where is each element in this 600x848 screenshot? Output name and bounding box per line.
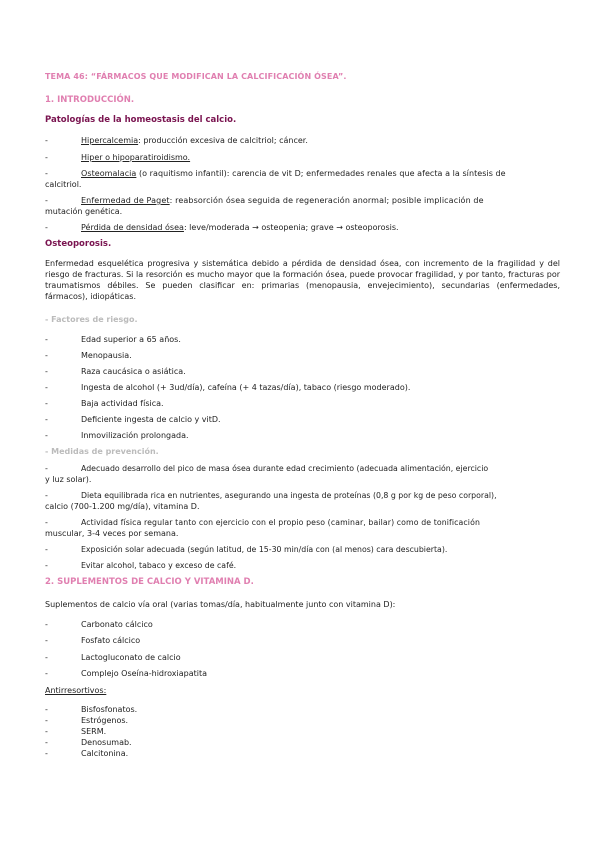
list-item: Deficiente ingesta de calcio y vitD.: [81, 415, 221, 424]
bullet: -: [45, 545, 48, 554]
list-item: Calcitonina.: [81, 749, 129, 758]
bullet: -: [45, 431, 48, 440]
list-item: Actividad física regular tanto con ejercicio con el propio peso (caminar, bailar) como de tonificación: [81, 518, 480, 527]
bullet: -: [45, 620, 48, 629]
list-item: Baja actividad física.: [81, 399, 164, 408]
term-description: : leve/moderada → osteopenia; grave → osteoporosis.: [183, 223, 399, 232]
bullet: -: [45, 399, 48, 408]
term-description: : producción excesiva de calcitriol; cáncer.: [138, 136, 308, 145]
list-item: Complejo Oseína-hidroxiapatita: [81, 669, 207, 678]
list-item: [81, 153, 190, 162]
list-item: Carbonato cálcico: [81, 620, 153, 629]
list-item-continuation: calcio (700-1.200 mg/día), vitamina D.: [45, 502, 200, 511]
bullet: -: [45, 196, 48, 205]
bullet: -: [45, 561, 48, 570]
osteoporosis-paragraph: Enfermedad esquelética progresiva y sistemática debido a pérdida de densidad ósea, con incremento de la fragilidad y del riesgo de fracturas. Si la resorción es mucho mayor que la formación ósea, puede provocar fragilidad, y por tanto, fracturas por traumatismos débiles. Se pueden clasificar en: primarias (menopausia, envejecimiento), secundarias (enfermedades, fármacos), idiopáticas.: [45, 259, 560, 301]
list-item: Denosumab.: [81, 738, 132, 747]
bullet: -: [45, 383, 48, 392]
term: Osteomalacia: [81, 169, 137, 178]
term: Hipercalcemia: [81, 136, 139, 145]
term: Hiper o hipoparatiroidismo.: [81, 153, 191, 162]
supplements-intro: Suplementos de calcio vía oral (varias tomas/día, habitualmente junto con vitamina D):: [45, 600, 396, 609]
list-item: Menopausia.: [81, 351, 132, 360]
bullet: -: [45, 518, 48, 527]
bullet: -: [45, 153, 48, 162]
antiresorptive-heading: Antirresortivos:: [45, 686, 107, 695]
subheading-prevention: - Medidas de prevención.: [45, 447, 159, 456]
term-description: : reabsorción ósea seguida de regeneración anormal; posible implicación de: [169, 196, 484, 205]
list-item-continuation: muscular, 3-4 veces por semana.: [45, 529, 179, 538]
bullet: -: [45, 223, 48, 232]
term: Enfermedad de Paget: [81, 196, 170, 205]
list-item: Ingesta de alcohol (+ 3ud/día), cafeína (+ 4 tazas/día), tabaco (riesgo moderado).: [81, 383, 411, 392]
list-item: Evitar alcohol, tabaco y exceso de café.: [81, 561, 237, 570]
term-description: (o raquitismo infantil): carencia de vit D; enfermedades renales que afecta a la síntesis de: [136, 169, 506, 178]
bullet: -: [45, 716, 48, 725]
bullet: -: [45, 464, 48, 473]
list-item: [81, 136, 308, 145]
bullet: -: [45, 415, 48, 424]
list-item: [81, 223, 399, 232]
list-item: Fosfato cálcico: [81, 636, 141, 645]
subheading-homeostasis: Patologías de la homeostasis del calcio.: [45, 115, 237, 125]
subheading-risk-factors: - Factores de riesgo.: [45, 315, 138, 324]
list-item-continuation: calcitriol.: [45, 180, 82, 189]
bullet: -: [45, 491, 48, 500]
list-item: Edad superior a 65 años.: [81, 335, 181, 344]
bullet: -: [45, 351, 48, 360]
list-item: SERM.: [81, 727, 107, 736]
list-item: Dieta equilibrada rica en nutrientes, asegurando una ingesta de proteínas (0,8 g por kg de peso corporal),: [81, 491, 497, 500]
list-item-continuation: mutación genética.: [45, 207, 123, 216]
list-item: Inmovilización prolongada.: [81, 431, 189, 440]
list-item-continuation: y luz solar).: [45, 475, 92, 484]
bullet: -: [45, 669, 48, 678]
list-item: Exposición solar adecuada (según latitud, de 15-30 min/día con (al menos) cara descubierta).: [81, 545, 448, 554]
list-item: Raza caucásica o asiática.: [81, 367, 186, 376]
list-item: [81, 196, 484, 205]
bullet: -: [45, 738, 48, 747]
bullet: -: [45, 705, 48, 714]
bullet: -: [45, 653, 48, 662]
section-heading-suplementos: 2. SUPLEMENTOS DE CALCIO Y VITAMINA D.: [45, 577, 254, 587]
list-item: Lactogluconato de calcio: [81, 653, 181, 662]
bullet: -: [45, 749, 48, 758]
subheading-osteoporosis: Osteoporosis.: [45, 239, 112, 249]
bullet: -: [45, 367, 48, 376]
bullet: -: [45, 335, 48, 344]
bullet: -: [45, 136, 48, 145]
list-item: Adecuado desarrollo del pico de masa ósea durante edad crecimiento (adecuada alimentación, ejercicio: [81, 464, 489, 473]
list-item: [81, 169, 506, 178]
section-heading-introduccion: 1. INTRODUCCIÓN.: [45, 95, 135, 105]
bullet: -: [45, 169, 48, 178]
document-title: TEMA 46: “FÁRMACOS QUE MODIFICAN LA CALCIFICACIÓN ÓSEA”.: [45, 72, 347, 81]
list-item: Bisfosfonatos.: [81, 705, 138, 714]
bullet: -: [45, 727, 48, 736]
term: Pérdida de densidad ósea: [81, 223, 184, 232]
bullet: -: [45, 636, 48, 645]
list-item: Estrógenos.: [81, 716, 129, 725]
